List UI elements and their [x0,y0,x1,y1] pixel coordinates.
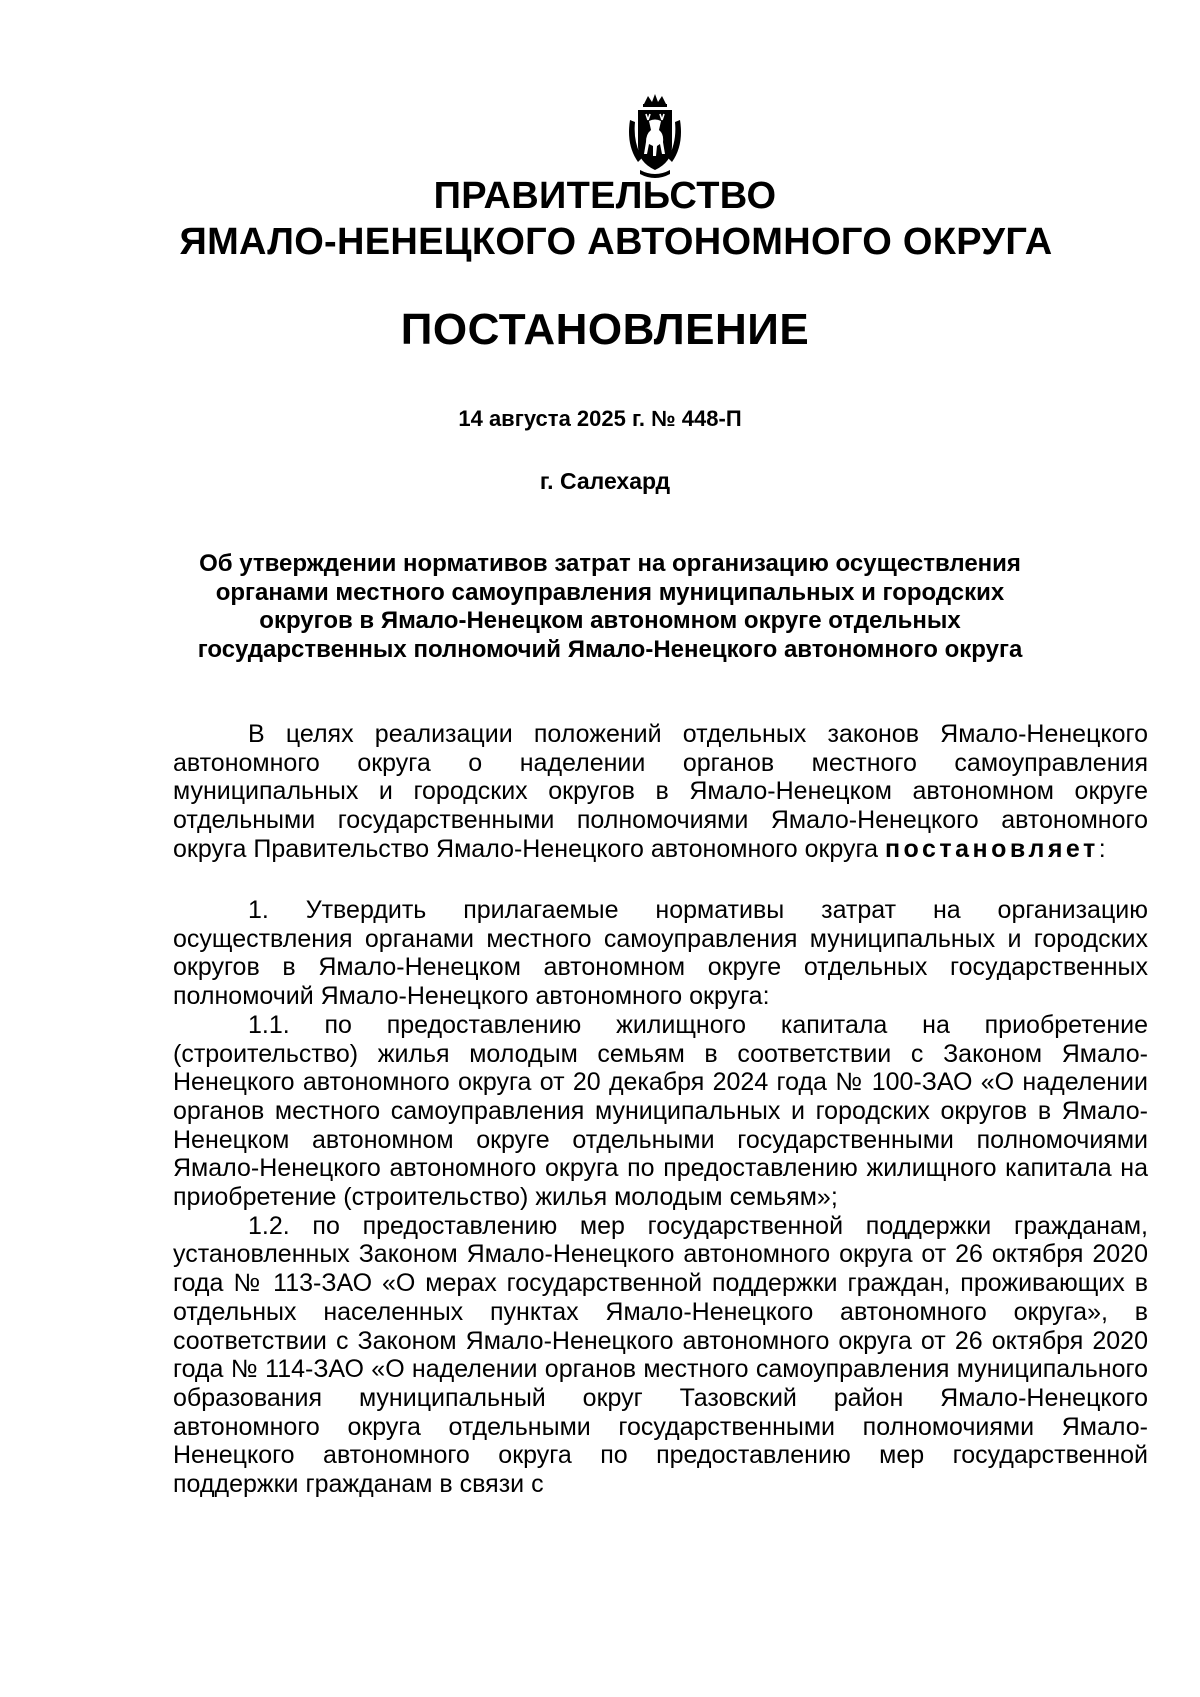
preamble-tail: : [1098,834,1106,863]
operative-part [173,896,1148,1499]
title-line: округов в Ямало-Ненецком автономном округе отдельных [259,607,961,634]
organization-name-line-2: ЯМАЛО-НЕНЕЦКОГО АВТОНОМНОГО ОКРУГА [179,221,1053,263]
document-type-heading: ПОСТАНОВЛЕНИЕ [400,305,810,354]
organization-name-line-1: ПРАВИТЕЛЬСТВО [433,175,777,217]
item-paragraph: 1. Утвердить прилагаемые нормативы затрат на организацию осуществления органами местного самоуправления муниципальных и городских округов в Ямало-Ненецком автономном округе отдельных государственных полномочий Ямало-Ненецкого автономного округа: [173,896,1148,1011]
document-title [190,550,1030,664]
preamble-text: В целях реализации положений отдельных законов Ямало-Ненецкого автономного округа о наделении органов местного самоуправления муниципальных и городских округов в Ямало-Ненецком автономном округе отдельными государственными полномочиями Ямало-Ненецкого автономного округа Правительство Ямало-Ненецкого автономного округа [173,720,1148,863]
item-paragraph: 1.2. по предоставлению мер государственной поддержки гражданам, установленных Законом Ямало-Ненецкого автономного округа от 26 октября 2020 года № 113-ЗАО «О мерах государственной поддержки граждан, проживающих в отдельных населенных пунктах Ямало-Ненецкого автономного округа», в соответствии с Законом Ямало-Ненецкого автономного округа от 26 октября 2020 года № 114-ЗАО «О наделении органов местного самоуправления муниципального образования муниципальный округ Тазовский район Ямало-Ненецкого автономного округа отдельными государственными полномочиями Ямало-Ненецкого автономного округа по предоставлению мер государственной поддержки гражданам в связи с [173,1211,1148,1499]
coat-of-arms-emblem [622,90,688,180]
title-line: государственных полномочий Ямало-Ненецкого автономного округа [197,635,1023,663]
title-line: Об утверждении нормативов затрат на организацию осуществления [199,550,1021,577]
decree-word: постановляет [884,834,1099,863]
item-paragraph: 1.1. по предоставлению жилищного капитала на приобретение (строительство) жилья молодым семьям в соответствии с Законом Ямало-Ненецкого автономного округа от 20 декабря 2024 года № 100-ЗАО «О наделении органов местного самоуправления муниципальных и городских округов в Ямало-Ненецком автономном округе отдельными государственными полномочиями Ямало-Ненецкого автономного округа по предоставлению жилищного капитала на приобретение (строительство) жилья молодым семьям»; [173,1010,1148,1212]
document-date-number: 14 августа 2025 г. № 448-П [458,406,742,431]
title-line: органами местного самоуправления муниципальных и городских [215,578,1005,606]
document-city: г. Салехард [539,468,671,494]
preamble-paragraph [173,720,1148,864]
